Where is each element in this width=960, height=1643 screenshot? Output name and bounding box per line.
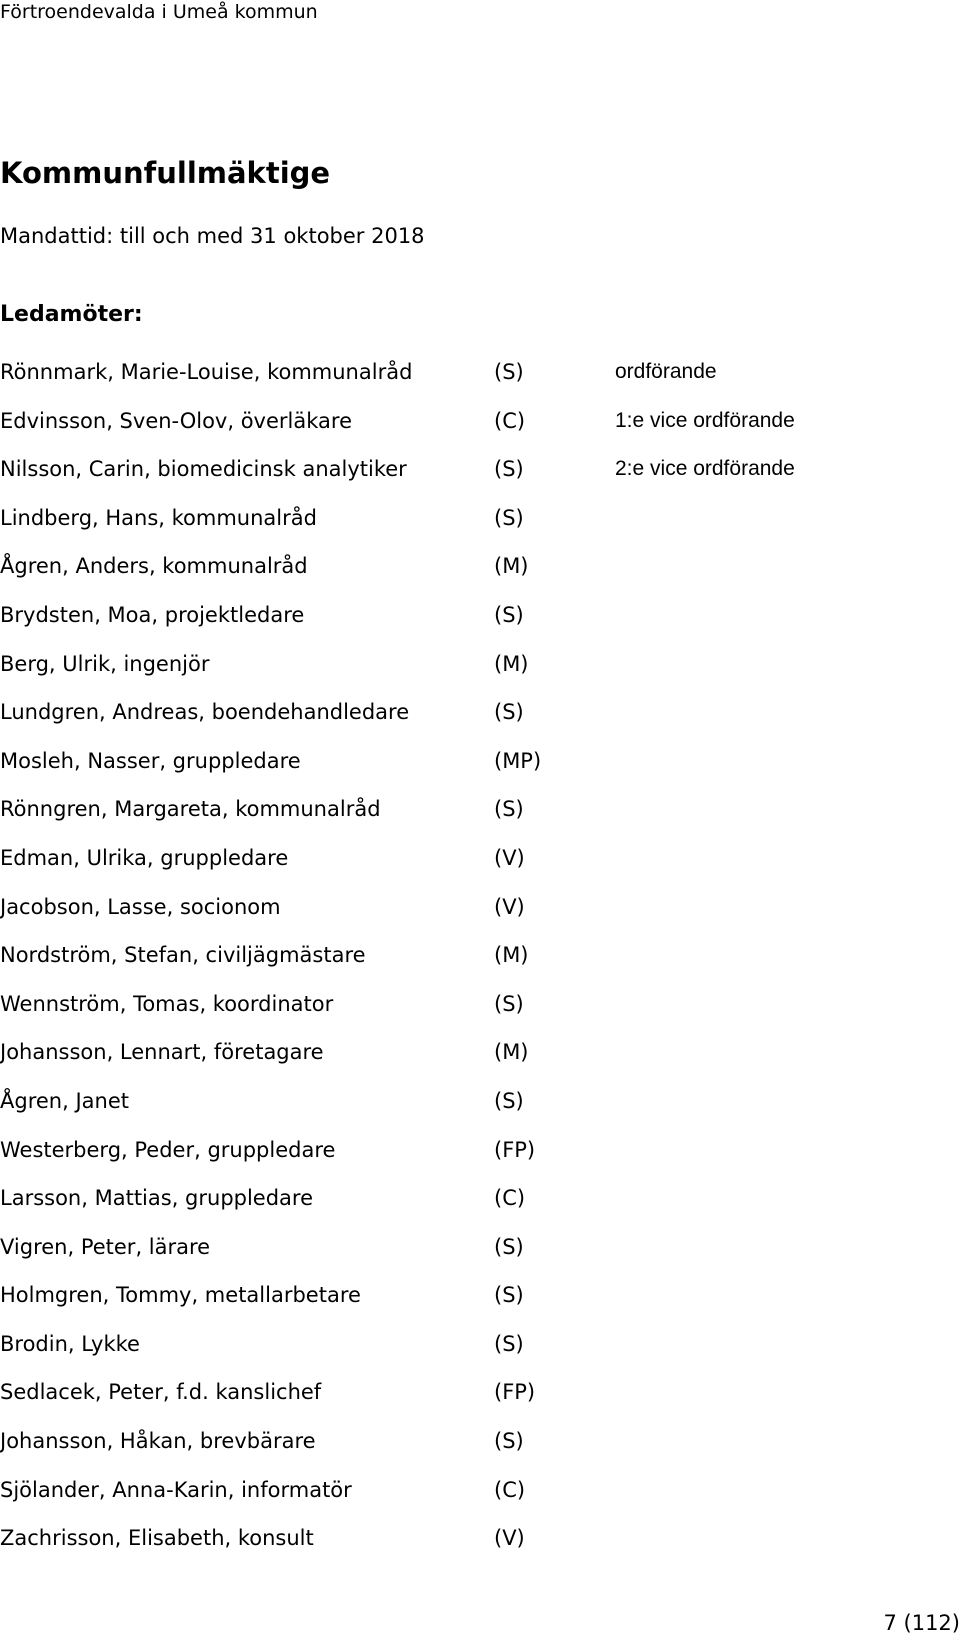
member-party: (S) <box>494 700 524 725</box>
member-row <box>0 844 960 893</box>
member-name: Ågren, Janet <box>0 1088 129 1113</box>
member-role: 2:e vice ordförande <box>615 457 795 481</box>
member-party: (FP) <box>494 1380 536 1405</box>
member-party: (S) <box>494 1283 524 1308</box>
member-party: (S) <box>494 602 524 627</box>
member-row <box>0 698 960 747</box>
member-row <box>0 407 960 456</box>
member-name: Nilsson, Carin, biomedicinsk analytiker <box>0 457 407 482</box>
member-name: Holmgren, Tommy, metallarbetare <box>0 1283 361 1308</box>
member-name: Vigren, Peter, lärare <box>0 1234 211 1259</box>
member-name: Berg, Ulrik, ingenjör <box>0 651 210 676</box>
member-row <box>0 1330 960 1379</box>
member-name: Jacobson, Lasse, socionom <box>0 894 281 919</box>
member-row <box>0 1378 960 1427</box>
member-name: Lundgren, Andreas, boendehandledare <box>0 700 410 725</box>
member-row <box>0 650 960 699</box>
member-party: (V) <box>494 845 525 870</box>
member-row <box>0 358 960 407</box>
member-party: (S) <box>494 1331 524 1356</box>
member-party: (S) <box>494 1088 524 1113</box>
member-list <box>0 358 960 1573</box>
member-name: Larsson, Mattias, gruppledare <box>0 1186 314 1211</box>
member-row <box>0 1233 960 1282</box>
member-party: (S) <box>494 1429 524 1454</box>
member-row <box>0 1136 960 1185</box>
member-row <box>0 1427 960 1476</box>
member-role: 1:e vice ordförande <box>615 408 795 432</box>
member-party: (FP) <box>494 1137 536 1162</box>
member-row <box>0 1184 960 1233</box>
member-party: (S) <box>494 797 524 822</box>
member-party: (S) <box>494 991 524 1016</box>
page-title: Kommunfullmäktige <box>0 156 331 190</box>
member-row <box>0 1087 960 1136</box>
member-party: (S) <box>494 505 524 530</box>
member-party: (M) <box>494 943 529 968</box>
member-party: (C) <box>494 1186 526 1211</box>
member-party: (MP) <box>494 748 542 773</box>
member-party: (M) <box>494 1040 529 1065</box>
member-name: Sjölander, Anna-Karin, informatör <box>0 1477 352 1502</box>
member-name: Johansson, Lennart, företagare <box>0 1040 324 1065</box>
member-name: Rönnmark, Marie-Louise, kommunalråd <box>0 360 413 384</box>
member-name: Johansson, Håkan, brevbärare <box>0 1429 316 1454</box>
member-row <box>0 455 960 504</box>
member-name: Nordström, Stefan, civiljägmästare <box>0 943 366 968</box>
member-party: (V) <box>494 1526 525 1551</box>
members-heading: Ledamöter: <box>0 302 143 327</box>
member-row <box>0 795 960 844</box>
member-role: ordförande <box>615 360 717 383</box>
member-name: Westerberg, Peder, gruppledare <box>0 1137 336 1162</box>
member-row <box>0 1281 960 1330</box>
member-party: (S) <box>494 457 524 482</box>
member-name: Wennström, Tomas, koordinator <box>0 991 334 1016</box>
member-name: Brodin, Lykke <box>0 1331 140 1356</box>
member-row <box>0 893 960 942</box>
member-row <box>0 601 960 650</box>
member-name: Edman, Ulrika, gruppledare <box>0 845 289 870</box>
member-row <box>0 1524 960 1573</box>
page-number: 7 (112) <box>883 1611 960 1635</box>
member-party: (S) <box>494 360 524 384</box>
member-name: Ågren, Anders, kommunalråd <box>0 554 308 579</box>
member-party: (S) <box>494 1234 524 1259</box>
member-name: Edvinsson, Sven-Olov, överläkare <box>0 408 352 433</box>
member-row <box>0 990 960 1039</box>
member-party: (C) <box>494 1477 526 1502</box>
member-name: Brydsten, Moa, projektledare <box>0 602 305 627</box>
member-party: (M) <box>494 554 529 579</box>
member-row <box>0 941 960 990</box>
member-row <box>0 1038 960 1087</box>
member-row <box>0 552 960 601</box>
member-party: (C) <box>494 408 526 433</box>
member-name: Lindberg, Hans, kommunalråd <box>0 505 317 530</box>
member-row <box>0 747 960 796</box>
member-party: (V) <box>494 894 525 919</box>
member-name: Mosleh, Nasser, gruppledare <box>0 748 301 773</box>
page-header: Förtroendevalda i Umeå kommun <box>0 1 318 23</box>
member-row <box>0 1476 960 1525</box>
member-name: Rönngren, Margareta, kommunalråd <box>0 797 381 822</box>
member-row <box>0 504 960 553</box>
member-party: (M) <box>494 651 529 676</box>
member-name: Sedlacek, Peter, f.d. kanslichef <box>0 1380 322 1405</box>
member-name: Zachrisson, Elisabeth, konsult <box>0 1526 314 1551</box>
term-of-office: Mandattid: till och med 31 oktober 2018 <box>0 224 425 248</box>
